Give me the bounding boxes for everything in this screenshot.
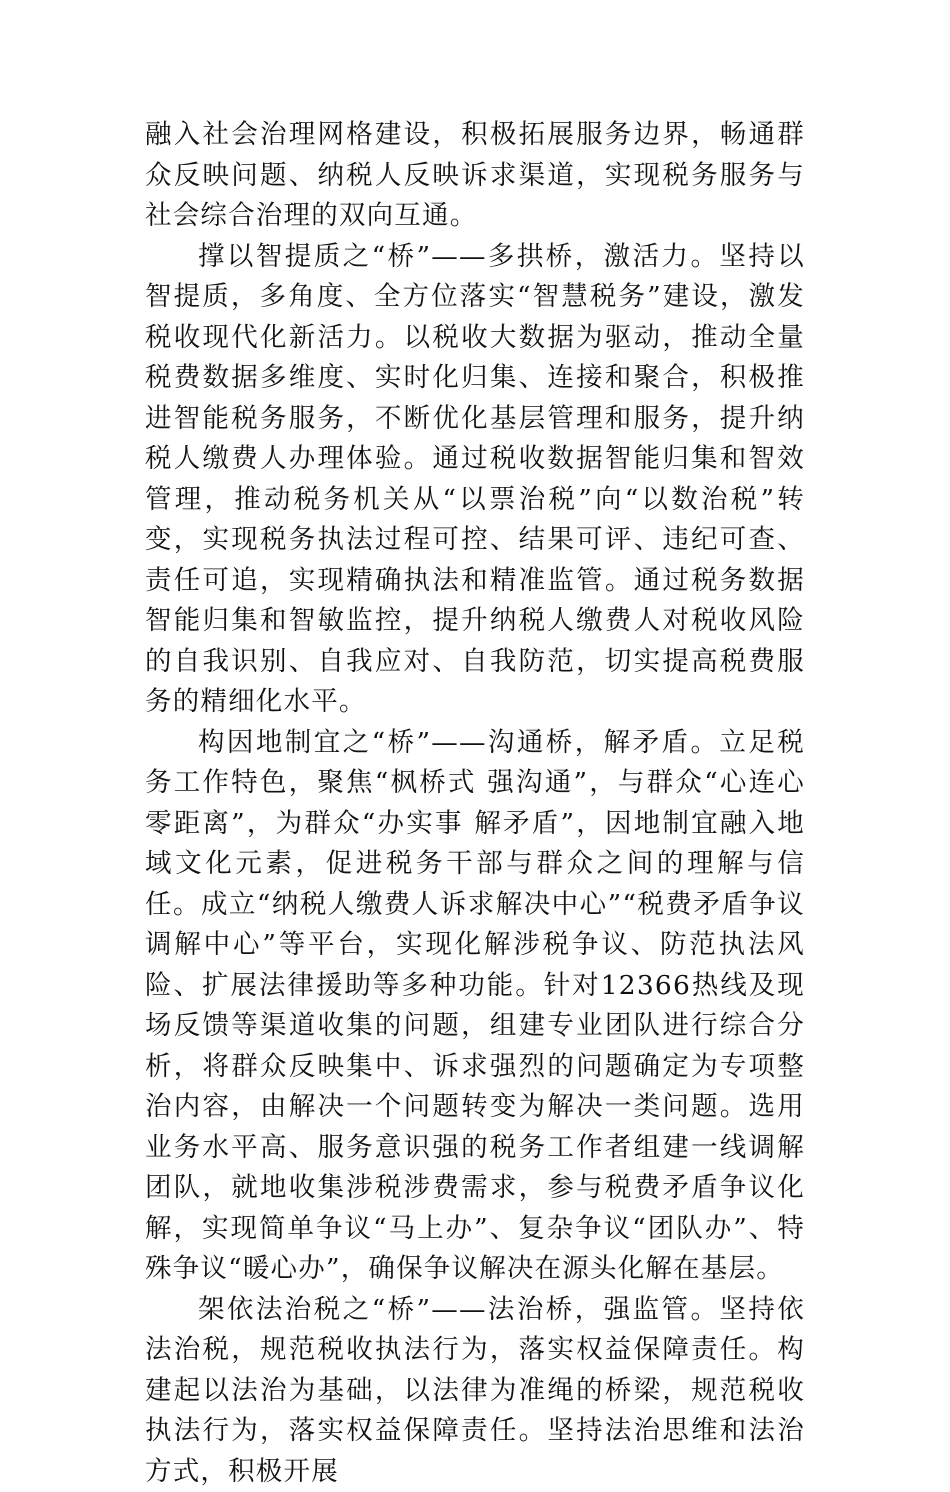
paragraph-grid-governance: 融入社会治理网格建设，积极拓展服务边界，畅通群众反映问题、纳税人反映诉求渠道，实现税务服务与社会综合治理的双向互通。	[145, 115, 805, 237]
paragraph-rule-of-law-bridge: 架依法治税之“桥”——法治桥，强监管。坚持依法治税，规范税收执法行为，落实权益保障责任。构建起以法治为基础，以法律为准绳的桥梁，规范税收执法行为，落实权益保障责任。坚持法治思维和法治方式，积极开展	[145, 1290, 805, 1492]
paragraph-smart-tax-bridge: 撑以智提质之“桥”——多拱桥，激活力。坚持以智提质，多角度、全方位落实“智慧税务”建设，激发税收现代化新活力。以税收大数据为驱动，推动全量税费数据多维度、实时化归集、连接和聚合，积极推进智能税务服务，不断优化基层管理和服务，提升纳税人缴费人办理体验。通过税收数据智能归集和智效管理，推动税务机关从“以票治税”向“以数治税”转变，实现税务执法过程可控、结果可评、违纪可查、责任可追，实现精确执法和精准监管。通过税务数据智能归集和智敏监控，提升纳税人缴费人对税收风险的自我识别、自我应对、自我防范，切实提高税费服务的精细化水平。	[145, 237, 805, 723]
paragraph-communication-bridge: 构因地制宜之“桥”——沟通桥，解矛盾。立足税务工作特色，聚焦“枫桥式 强沟通”，与群众“心连心 零距离”，为群众“办实事 解矛盾”，因地制宜融入地域文化元素，促进税务干部与群众之间的理解与信任。成立“纳税人缴费人诉求解决中心”“税费矛盾争议调解中心”等平台，实现化解涉税争议、防范执法风险、扩展法律援助等多种功能。针对12366热线及现场反馈等渠道收集的问题，组建专业团队进行综合分析，将群众反映集中、诉求强烈的问题确定为专项整治内容，由解决一个问题转变为解决一类问题。选用业务水平高、服务意识强的税务工作者组建一线调解团队，就地收集涉税涉费需求，参与税费矛盾争议化解，实现简单争议“马上办”、复杂争议“团队办”、特殊争议“暖心办”，确保争议解决在源头化解在基层。	[145, 723, 805, 1290]
document-body	[145, 115, 805, 1492]
